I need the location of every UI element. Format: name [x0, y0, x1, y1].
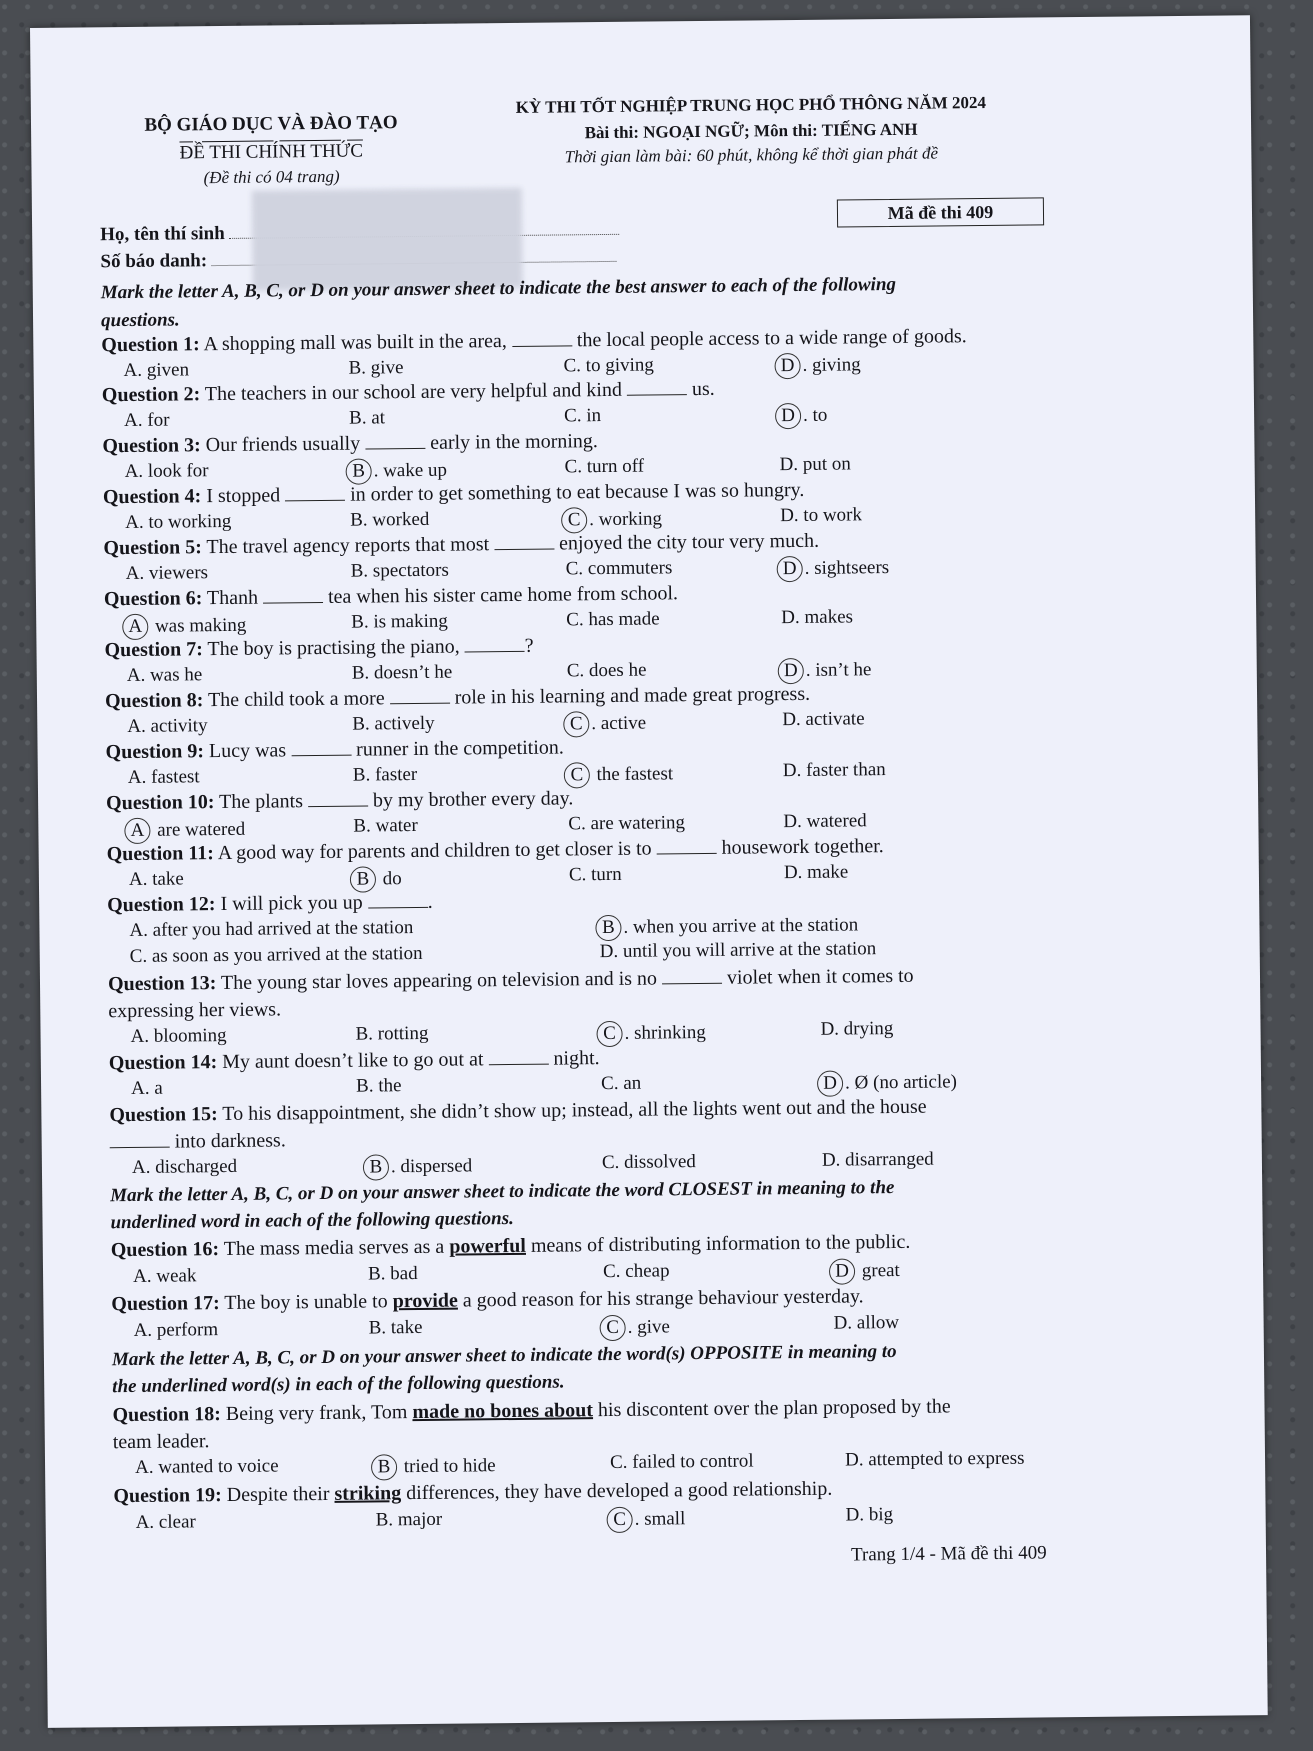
q13-option-c: C . shrinking [600, 1020, 706, 1047]
q11-option-c: C. turn [568, 863, 622, 886]
question-15-continued: into darkness. [110, 1129, 286, 1154]
answer-circle: C [600, 1315, 626, 1341]
q9-option-c: C the fastest [568, 761, 674, 788]
q10-option-b: B. water [353, 814, 418, 837]
q14-option-b: B. the [355, 1075, 402, 1097]
q3-option-c: C. turn off [564, 455, 645, 478]
underlined-word: striking [334, 1482, 402, 1505]
question-2: Question 2: The teachers in our school are very helpful and kind us. [101, 377, 715, 407]
q17-option-a: A. perform [133, 1319, 219, 1341]
exam-paper [30, 15, 1268, 1728]
q9-option-a: A. fastest [127, 766, 200, 789]
q2-option-b: B. at [348, 407, 386, 429]
q17-option-c: C . give [604, 1314, 670, 1341]
answer-circle: B [350, 866, 376, 892]
q9-option-d: D. faster than [782, 759, 886, 782]
q1-option-b: B. give [348, 357, 404, 379]
q17-option-d: D. allow [833, 1311, 900, 1334]
q7-option-c: C. does he [566, 659, 647, 682]
q17-option-b: B. take [368, 1316, 423, 1339]
question-16: Question 16: The mass media serves as a powerful means of distributing information to the public. [110, 1230, 911, 1262]
question-1: Question 1: A shopping mall was built in the area, the local people access to a wide range of goods. [101, 325, 967, 357]
question-8: Question 8: The child took a more role in his learning and made great progress. [104, 682, 811, 713]
q11-option-b: B do [354, 866, 402, 892]
question-10: Question 10: The plants by my brother every day. [106, 787, 574, 815]
question-5: Question 5: The travel agency reports that most enjoyed the city tour very much. [103, 529, 820, 560]
question-18-continued: team leader. [112, 1430, 210, 1454]
underlined-phrase: made no bones about [412, 1399, 594, 1424]
official-label: ĐỀ THI CHÍNH THỨC [179, 140, 364, 164]
answer-circle: D [775, 403, 801, 429]
q4-option-a: A. to working [125, 510, 232, 534]
answer-circle: C [607, 1507, 633, 1533]
underlined-word: powerful [449, 1234, 527, 1258]
section1-instruction-line2: questions. [100, 309, 180, 332]
q8-option-b: B. actively [352, 712, 435, 735]
q6-option-d: D. makes [781, 606, 854, 629]
q1-option-c: C. to giving [563, 354, 654, 377]
q3-option-d: D. put on [779, 453, 851, 476]
exam-code: Mã đề thi 409 [837, 197, 1044, 227]
q5-option-c: C. commuters [565, 557, 673, 580]
q6-option-c: C. has made [566, 608, 660, 631]
question-17: Question 17: The boy is unable to provide a good reason for his strange behaviour yesterday. [111, 1285, 864, 1316]
q7-option-d: D . isn’t he [782, 657, 872, 684]
question-12: Question 12: I will pick you up . [107, 890, 433, 917]
q16-option-c: C. cheap [602, 1260, 670, 1283]
q19-option-a: A. clear [135, 1511, 196, 1533]
q16-option-a: A. weak [132, 1265, 197, 1287]
q6-option-b: B. is making [351, 610, 448, 633]
exam-subject: Bài thi: NGOẠI NGỮ; Môn thi: TIẾNG ANH [584, 119, 918, 143]
q4-option-b: B. worked [350, 508, 430, 531]
header-left [126, 112, 417, 189]
underlined-word: provide [392, 1289, 458, 1313]
question-3: Question 3: Our friends usually early in the morning. [102, 430, 598, 458]
section3-instruction-line1: Mark the letter A, B, C, or D on your answer sheet to indicate the word(s) OPPOSITE in meaning to [111, 1340, 897, 1371]
candidate-number-label: Số báo danh: [100, 250, 208, 273]
answer-circle: B [595, 915, 621, 941]
q16-option-d: D great [833, 1258, 900, 1285]
answer-circle: C [561, 507, 587, 533]
q8-option-d: D. activate [782, 708, 865, 731]
q3-option-a: A. look for [124, 460, 209, 483]
answer-circle: C [563, 711, 589, 737]
q19-option-c: C . small [611, 1506, 686, 1533]
q15-option-d: D. disarranged [821, 1148, 934, 1171]
q2-option-c: C. in [563, 405, 602, 427]
q11-option-a: A. take [128, 868, 184, 891]
question-19: Question 19: Despite their striking differences, they have developed a good relationship. [113, 1477, 833, 1508]
q9-option-b: B. faster [352, 763, 418, 786]
question-4: Question 4: I stopped in order to get something to eat because I was so hungry. [102, 478, 805, 509]
q12-option-b: B . when you arrive at the station [599, 912, 858, 941]
q5-option-a: A. viewers [125, 562, 209, 585]
q12-option-c: C. as soon as you arrived at the station [129, 942, 423, 968]
q15-option-b: B . dispersed [367, 1153, 473, 1180]
section2-instruction-line1: Mark the letter A, B, C, or D on your answer sheet to indicate the word CLOSEST in meaning to the [110, 1177, 895, 1207]
question-14: Question 14: My aunt doesn’t like to go out at night. [108, 1047, 600, 1075]
q11-option-d: D. make [783, 861, 849, 884]
q6-option-a: A was making [126, 613, 246, 640]
answer-circle: D [829, 1258, 855, 1284]
q10-option-d: D. watered [783, 810, 867, 833]
section2-instruction-line2: underlined word in each of the following questions. [110, 1207, 514, 1234]
q18-option-c: C. failed to control [609, 1450, 754, 1474]
q15-option-c: C. dissolved [601, 1151, 696, 1174]
section3-instruction-line2: the underlined word(s) in each of the following questions. [112, 1371, 565, 1398]
exam-time: Thời gian làm bài: 60 phút, không kể thời gian phát đề [564, 143, 939, 167]
q2-option-d: D . to [779, 403, 828, 430]
q18-option-d: D. attempted to express [844, 1447, 1025, 1471]
answer-circle: D [817, 1071, 843, 1097]
question-6: Question 6: Thanh tea when his sister came home from school. [103, 582, 679, 611]
question-13: Question 13: The young star loves appearing on television and is no violet when it comes to [107, 964, 914, 996]
q19-option-d: D. big [845, 1504, 894, 1526]
q7-option-b: B. doesn’t he [351, 661, 453, 684]
q14-option-d: D . Ø (no article) [821, 1069, 957, 1096]
q5-option-d: D . sightseers [781, 555, 890, 582]
answer-circle: D [777, 556, 803, 582]
answer-circle: A [124, 818, 150, 844]
q19-option-b: B. major [375, 1508, 443, 1531]
q12-option-a: A. after you had arrived at the station [129, 917, 414, 942]
answer-circle: C [596, 1021, 622, 1047]
q10-option-c: C. are watering [568, 812, 686, 835]
q1-option-d: D . giving [778, 352, 860, 379]
answer-circle: B [346, 458, 372, 484]
page-count: (Đề thi có 04 trang) [203, 166, 340, 188]
q8-option-c: C . active [567, 711, 646, 738]
q18-option-a: A. wanted to voice [134, 1455, 279, 1478]
page-footer: Trang 1/4 - Mã đề thi 409 [850, 1542, 1047, 1566]
answer-circle: A [122, 614, 148, 640]
q18-option-b: B tried to hide [375, 1453, 496, 1480]
answer-circle: B [371, 1454, 397, 1480]
q8-option-a: A. activity [127, 715, 208, 738]
q14-option-c: C. an [600, 1072, 642, 1095]
question-15: Question 15: To his disappointment, she didn’t show up; instead, all the lights went out and the house [109, 1095, 927, 1127]
question-13-continued: expressing her views. [108, 998, 282, 1023]
q10-option-a: A are watered [128, 817, 245, 844]
question-18: Question 18: Being very frank, Tom made no bones about his discontent over the plan proposed by the [112, 1395, 951, 1427]
q5-option-b: B. spectators [350, 559, 449, 582]
q13-option-d: D. drying [820, 1018, 894, 1040]
ministry-name: BỘ GIÁO DỤC VÀ ĐÀO TẠO [144, 112, 398, 136]
question-9: Question 9: Lucy was runner in the competition. [105, 736, 564, 764]
q3-option-b: B . wake up [350, 458, 448, 485]
q2-option-a: A. for [124, 409, 170, 432]
question-7: Question 7: The boy is practising the piano, ? [104, 634, 534, 662]
candidate-name-label: Họ, tên thí sinh [100, 222, 225, 246]
q13-option-a: A. blooming [130, 1024, 227, 1048]
answer-circle: B [363, 1154, 389, 1180]
q15-option-a: A. discharged [131, 1155, 238, 1178]
header-right [471, 93, 1032, 175]
q16-option-b: B. bad [367, 1263, 418, 1285]
q13-option-b: B. rotting [355, 1022, 429, 1045]
q1-option-a: A. given [123, 359, 190, 382]
question-11: Question 11: A good way for parents and children to get closer is to housework together. [106, 835, 884, 866]
answer-circle: C [564, 762, 590, 788]
q7-option-a: A. was he [126, 664, 203, 687]
answer-circle: D [774, 353, 800, 379]
q12-option-d: D. until you will arrive at the station [599, 938, 877, 963]
answer-circle: D [778, 658, 804, 684]
q4-option-c: C . working [565, 506, 662, 533]
exam-title: KỲ THI TỐT NGHIỆP TRUNG HỌC PHỔ THÔNG NĂM 2024 [515, 92, 987, 117]
q4-option-d: D. to work [780, 504, 863, 527]
section1-instruction-line1: Mark the letter A, B, C, or D on your answer sheet to indicate the best answer to each of the following [100, 273, 897, 304]
redacted-area [252, 188, 523, 291]
q14-option-a: A. a [131, 1077, 163, 1099]
